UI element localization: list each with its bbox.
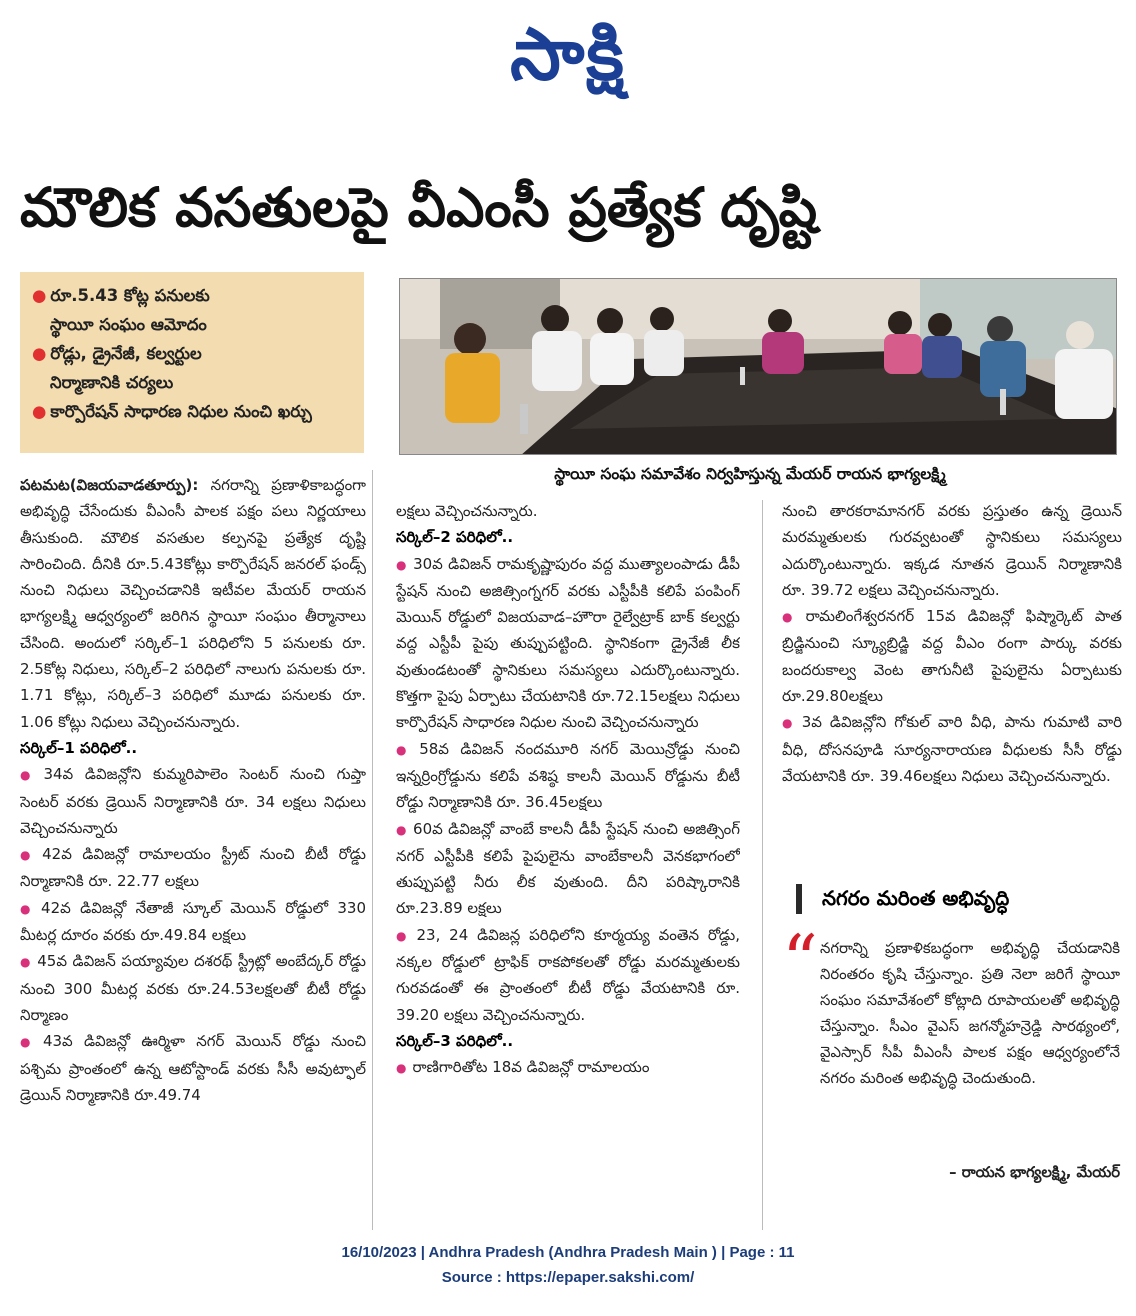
- article-column-2: [396, 498, 740, 1222]
- circle2-heading: సర్కిల్–2 పరిధిలో..: [396, 528, 514, 547]
- list-item: ● 42వ డివిజన్లో నేతాజీ స్కూల్ మెయిన్ రోడ్డులో 330 మీటర్ల దూరం వరకు రూ.49.84 లక్షలు: [20, 895, 366, 949]
- highlight-item: ● రూ.5.43 కోట్ల పనులకు స్థాయీ సంఘం ఆమోదం: [32, 286, 210, 334]
- highlight-item: ● రోడ్లు, డ్రైనేజీ, కల్వర్టుల నిర్మాణానికి చర్యలు: [32, 344, 202, 392]
- list-item: ● 42వ డివిజన్లో రామాలయం స్ట్రీట్ నుంచి బీటీ రోడ్డు నిర్మాణానికి రూ. 22.77 లక్షలు: [20, 841, 366, 895]
- paragraph: నుంచి తారకరామానగర్ వరకు ప్రస్తుతం ఉన్న డ్రెయిన్ మరమ్మతులకు గురవ్వటంతో స్థానికులు సమస్యలు ఎదుర్కొంటున్నారు. ఇక్కడ నూతన డ్రెయిన్ నిర్మాణానికి రూ. 39.72 లక్షలు వెచ్చించనున్నారు.: [782, 502, 1122, 599]
- paragraph: లక్షలు వెచ్చించనున్నారు.: [396, 502, 538, 520]
- list-item: ● రాణిగారితోట 18వ డివిజన్లో రామాలయం: [396, 1054, 740, 1081]
- meeting-photo-illustration: [400, 279, 1117, 455]
- title-bar-decoration: [796, 884, 802, 914]
- article-headline: మౌలిక వసతులపై వీఎంసీ ప్రత్యేక దృష్టి: [20, 176, 818, 239]
- meeting-photo: [399, 278, 1117, 455]
- highlights-box: [20, 272, 364, 453]
- highlight-item: ● కార్పొరేషన్ సాధారణ నిధుల నుంచి ఖర్చు: [32, 402, 312, 421]
- bullet-dot-icon: ●: [32, 402, 47, 421]
- list-item: ● 23, 24 డివిజన్ల పరిధిలోని కూర్మయ్య వంతెన రోడ్డు, నక్కల రోడ్డులో ట్రాఫిక్ రాకపోకలతో రోడ్డు మరమ్మతులకు గురవడంతో ఈ ప్రాంతంలో బీటీ రోడ్డు వేయటానికి రూ. 39.20 లక్షలు వెచ్చించనున్నారు.: [396, 922, 740, 1028]
- circle1-heading: సర్కిల్–1 పరిధిలో..: [20, 738, 138, 757]
- bullet-dot-icon: ●: [32, 344, 47, 363]
- quote-box: [782, 878, 1120, 1186]
- column-divider: [762, 500, 763, 1230]
- quote-title: నగరం మరింత అభివృద్ధి: [822, 886, 1010, 910]
- list-item: ● 30వ డివిజన్ రామకృష్ణాపురం వద్ద ముత్యాలంపాడు డీపీ స్టేషన్ నుంచి అజిత్సింగ్నగర్ వరకు ఎస్టీపీకి కలిపే పంపింగ్ మెయిన్ రోడ్డులో విజయవాడ–హౌరా రైల్వేట్రాక్ బాక్ కల్వర్టు వద్ద ఎస్టీపీ పైపు తుప్పుపట్టింది. స్థానికంగా డ్రైనేజీ లీక వుతుండటంతో స్థానికులు సమస్యలు ఎదుర్కొంటున్నారు. కొత్తగా పైపు ఏర్పాటు చేయటానికి రూ.72.15లక్షలు నిధులు కార్పొరేషన్ సాధారణ నిధుల నుంచి వెచ్చించనున్నారు: [396, 551, 740, 736]
- column-divider: [372, 470, 373, 1230]
- article-column-3: [782, 498, 1122, 864]
- quote-author: – రాయన భాగ్యలక్ష్మి, మేయర్: [949, 1164, 1120, 1181]
- masthead-logo: సాక్షి: [510, 12, 626, 96]
- list-item: ● 58వ డివిజన్ నందమూరి నగర్ మెయిన్రోడ్డు నుంచి ఇన్నర్రింగ్రోడ్డును కలిపే వశిష్ఠ కాలనీ మెయిన్ రోడ్డును బీటీ రోడ్డు నిర్మాణానికి రూ. 36.45లక్షలు: [396, 736, 740, 816]
- photo-caption: స్థాయీ సంఘ సమావేశం నిర్వహిస్తున్న మేయర్ రాయన భాగ్యలక్ష్మి: [554, 465, 946, 483]
- footer-source: Source : https://epaper.sakshi.com/: [441, 1269, 695, 1286]
- footer-date-page: 16/10/2023 | Andhra Pradesh (Andhra Pradesh Main ) | Page : 11: [341, 1244, 795, 1261]
- list-item: ● 3వ డివిజన్లోని గోకుల్ వారి వీధి, పాను గుమాటి వారి వీధి, దోసనపూడి సూర్యనారాయణ వీధులకు సీసీ రోడ్డు వేయటానికి రూ. 39.46లక్షలు నిధులు వెచ్చించనున్నారు.: [782, 709, 1122, 789]
- quote-mark-icon: “: [782, 920, 818, 1002]
- circle3-heading: సర్కిల్–3 పరిధిలో..: [396, 1031, 514, 1050]
- quote-text: నగరాన్ని ప్రణాళికబద్ధంగా అభివృద్ధి చేయడానికి నిరంతరం కృషి చేస్తున్నాం. ప్రతి నెలా జరిగే స్థాయీ సంఘం సమావేశంలో కోట్లాది రూపాయలతో అభివృద్ధి చేస్తున్నాం. సీఎం వైఎస్ జగన్మోహన్రెడ్డి సారథ్యంలో, వైఎస్సార్ సీపీ వీఎంసీ పాలక పక్షం ఆధ్వర్యంలోనే నగరం మరింత అభివృద్ధి చెందుతుంది.: [820, 940, 1120, 1087]
- list-item: ● 43వ డివిజన్లో ఊర్మిళా నగర్ మెయిన్ రోడ్డు నుంచి పశ్చిమ ప్రాంతంలో ఉన్న ఆటోస్టాండ్ వరకు సీసీ అవుట్ఫాల్ డ్రెయిన్ నిర్మాణానికి రూ.49.74: [20, 1028, 366, 1108]
- article-column-1: [20, 472, 366, 1220]
- dateline: పటమట(విజయవాడతూర్పు):: [20, 476, 199, 494]
- bullet-dot-icon: ●: [32, 286, 47, 305]
- list-item: ● 34వ డివిజన్లోని కుమ్మరిపాలెం సెంటర్ నుంచి గుప్తా సెంటర్ వరకు డ్రెయిన్ నిర్మాణానికి రూ. 34 లక్షలు నిధులు వెచ్చించనున్నారు: [20, 761, 366, 841]
- list-item: ● 45వ డివిజన్ పయ్యావుల దశరథ్ స్ట్రీట్లో అంబేద్కర్ రోడ్డు నుంచి 300 మీటర్ల వరకు రూ.24.53లక్షలతో బీటీ రోడ్డు నిర్మాణం: [20, 948, 366, 1028]
- list-item: ● 60వ డివిజన్లో వాంబే కాలనీ డీపీ స్టేషన్ నుంచి అజిత్సింగ్ నగర్ ఎస్టీపీకి కలిపే పైపులైను వాంబేకాలనీ వెనకభాగంలో తుప్పుపట్టి నీరు లీక వుతుంది. దీని పరిష్కారానికి రూ.23.89 లక్షలు: [396, 816, 740, 922]
- article-intro: పటమట(విజయవాడతూర్పు): నగరాన్ని ప్రణాళికాబద్ధంగా అభివృద్ధి చేసేందుకు వీఎంసీ పాలక పక్షం పలు నిర్ణయాలు తీసుకుంది. మౌలిక వసతుల కల్పనపై ప్రత్యేక దృష్టి సారించింది. దీనికి రూ.5.43కోట్లు కార్పొరేషన్ జనరల్ ఫండ్స్ నుంచి నిధులు వెచ్చించడానికి ఇటీవల మేయర్ రాయన భాగ్యలక్ష్మి ఆధ్వర్యంలో జరిగిన స్థాయీ సంఘం తీర్మానాలు చేసింది. అందులో సర్కిల్–1 పరిధిలోని 5 పనులకు రూ. 2.5కోట్ల నిధులు, సర్కిల్–2 పరిధిలో నాలుగు పనులకు రూ. 1.71 కోట్లు, సర్కిల్–3 పరిధిలో మూడు పనులకు రూ. 1.06 కోట్లు నిధులు వెచ్చించనున్నారు.: [20, 476, 366, 731]
- list-item: ● రామలింగేశ్వరనగర్ 15వ డివిజన్లో ఫిష్మార్కెట్ పాత బ్రిడ్జినుంచి స్క్యూబ్రిడ్జి వద్ద వీఎం రంగా పార్కు వరకు బందరుకాల్వ వెంట తాగునీటి పైపులైను ఏర్పాటుకు రూ.29.80లక్షలు: [782, 603, 1122, 709]
